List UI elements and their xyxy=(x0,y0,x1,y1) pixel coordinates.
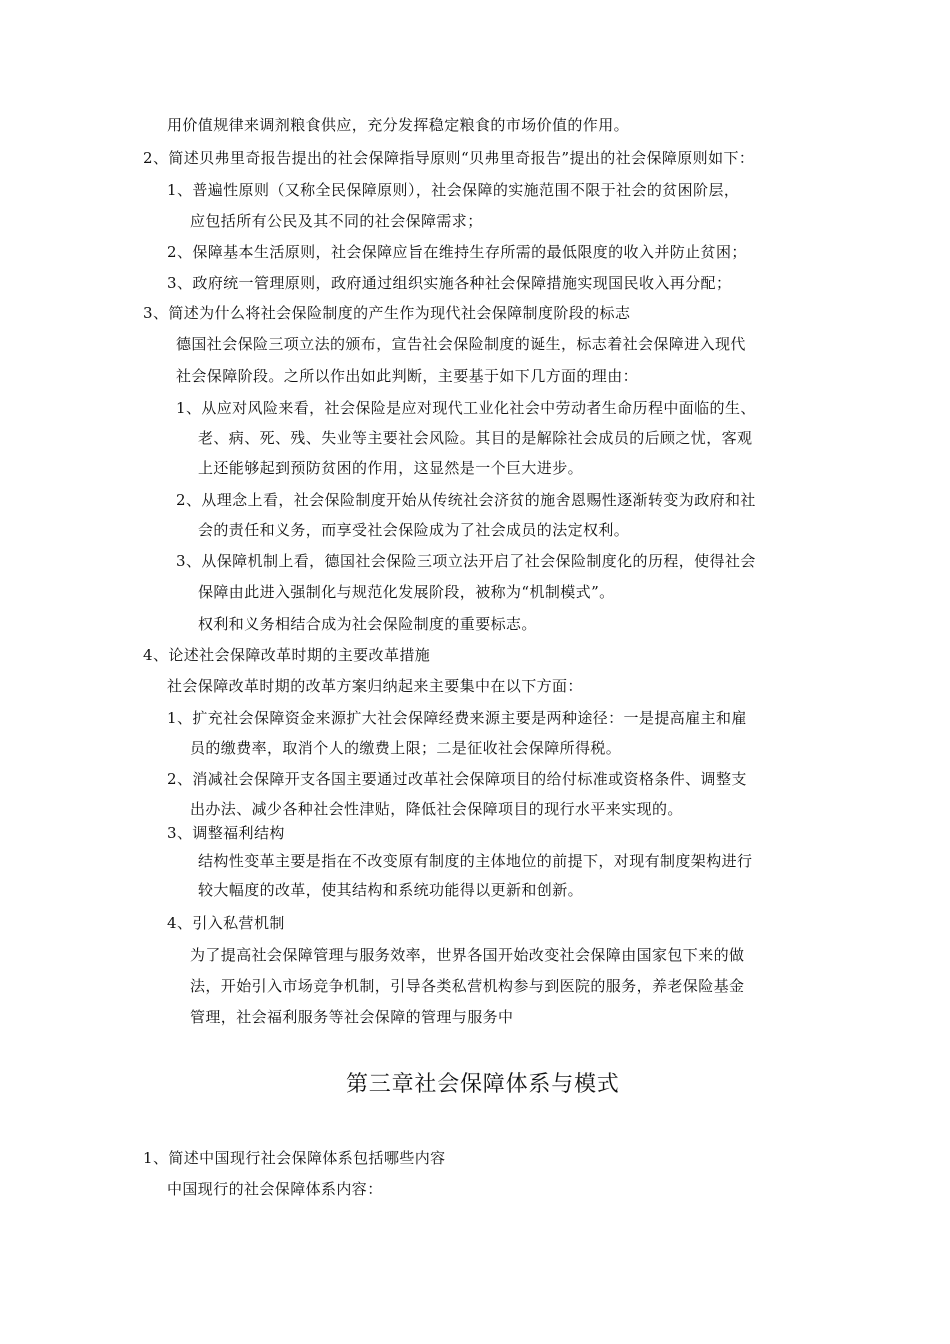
text-line: 1、普遍性原则（又称全民保障原则），社会保障的实施范围不限于社会的贫困阶层， xyxy=(167,181,740,199)
text-line: 用价值规律来调剂粮食供应，充分发挥稳定粮食的市场价值的作用。 xyxy=(167,116,630,134)
chapter-title: 第三章社会保障体系与模式 xyxy=(346,1072,620,1097)
text-line: 管理，社会福利服务等社会保障的管理与服务中 xyxy=(190,1008,514,1026)
text-line: 3、从保障机制上看，德国社会保险三项立法开启了社会保险制度化的历程，使得社会 xyxy=(176,552,756,570)
text-line: 德国社会保险三项立法的颁布，宣告社会保险制度的诞生，标志着社会保障进入现代 xyxy=(176,335,746,353)
text-line: 2、消减社会保障开支各国主要通过改革社会保障项目的给付标准或资格条件、调整支 xyxy=(167,770,747,788)
text-line: 1、扩充社会保障资金来源扩大社会保障经费来源主要是两种途径：一是提高雇主和雇 xyxy=(167,709,747,727)
text-line: 会的责任和义务，而享受社会保险成为了社会成员的法定权利。 xyxy=(198,521,630,539)
text-line: 2、从理念上看，社会保险制度开始从传统社会济贫的施舍恩赐性逐渐转变为政府和社 xyxy=(176,491,756,509)
text-line: 员的缴费率，取消个人的缴费上限；二是征收社会保障所得税。 xyxy=(190,739,622,757)
text-line: 保障由此进入强制化与规范化发展阶段，被称为“机制模式”。 xyxy=(198,583,615,601)
text-line: 4、引入私营机制 xyxy=(167,914,285,932)
text-line: 1、从应对风险来看，社会保险是应对现代工业化社会中劳动者生命历程中面临的生、 xyxy=(176,399,756,417)
question-heading: 3、简述为什么将社会保险制度的产生作为现代社会保障制度阶段的标志 xyxy=(143,304,631,322)
text-line: 中国现行的社会保障体系内容： xyxy=(167,1180,383,1198)
text-line: 社会保障阶段。之所以作出如此判断，主要基于如下几方面的理由： xyxy=(176,367,639,385)
text-line: 老、病、死、残、失业等主要社会风险。其目的是解除社会成员的后顾之忧，客观 xyxy=(198,429,753,447)
text-line: 2、保障基本生活原则，社会保障应旨在维持生存所需的最低限度的收入并防止贫困； xyxy=(167,243,747,261)
text-line: 出办法、减少各种社会性津贴，降低社会保障项目的现行水平来实现的。 xyxy=(190,800,683,818)
text-line: 结构性变革主要是指在不改变原有制度的主体地位的前提下，对现有制度架构进行 xyxy=(198,852,753,870)
text-line: 社会保障改革时期的改革方案归纳起来主要集中在以下方面： xyxy=(167,677,583,695)
text-line: 应包括所有公民及其不同的社会保障需求； xyxy=(190,212,483,230)
text-line: 3、政府统一管理原则，政府通过组织实施各种社会保障措施实现国民收入再分配； xyxy=(167,274,732,292)
question-heading: 2、简述贝弗里奇报告提出的社会保障指导原则“贝弗里奇报告”提出的社会保障原则如下： xyxy=(143,149,755,167)
text-line: 权利和义务相结合成为社会保险制度的重要标志。 xyxy=(198,615,537,633)
question-heading: 4、论述社会保障改革时期的主要改革措施 xyxy=(143,646,431,664)
text-line: 较大幅度的改革，使其结构和系统功能得以更新和创新。 xyxy=(198,881,584,899)
text-line: 法，开始引入市场竞争机制，引导各类私营机构参与到医院的服务，养老保险基金 xyxy=(190,977,745,995)
text-line: 上还能够起到预防贫困的作用，这显然是一个巨大进步。 xyxy=(198,459,584,477)
question-heading: 1、简述中国现行社会保障体系包括哪些内容 xyxy=(143,1149,446,1167)
text-line: 3、调整福利结构 xyxy=(167,824,285,842)
text-line: 为了提高社会保障管理与服务效率，世界各国开始改变社会保障由国家包下来的做 xyxy=(190,946,745,964)
